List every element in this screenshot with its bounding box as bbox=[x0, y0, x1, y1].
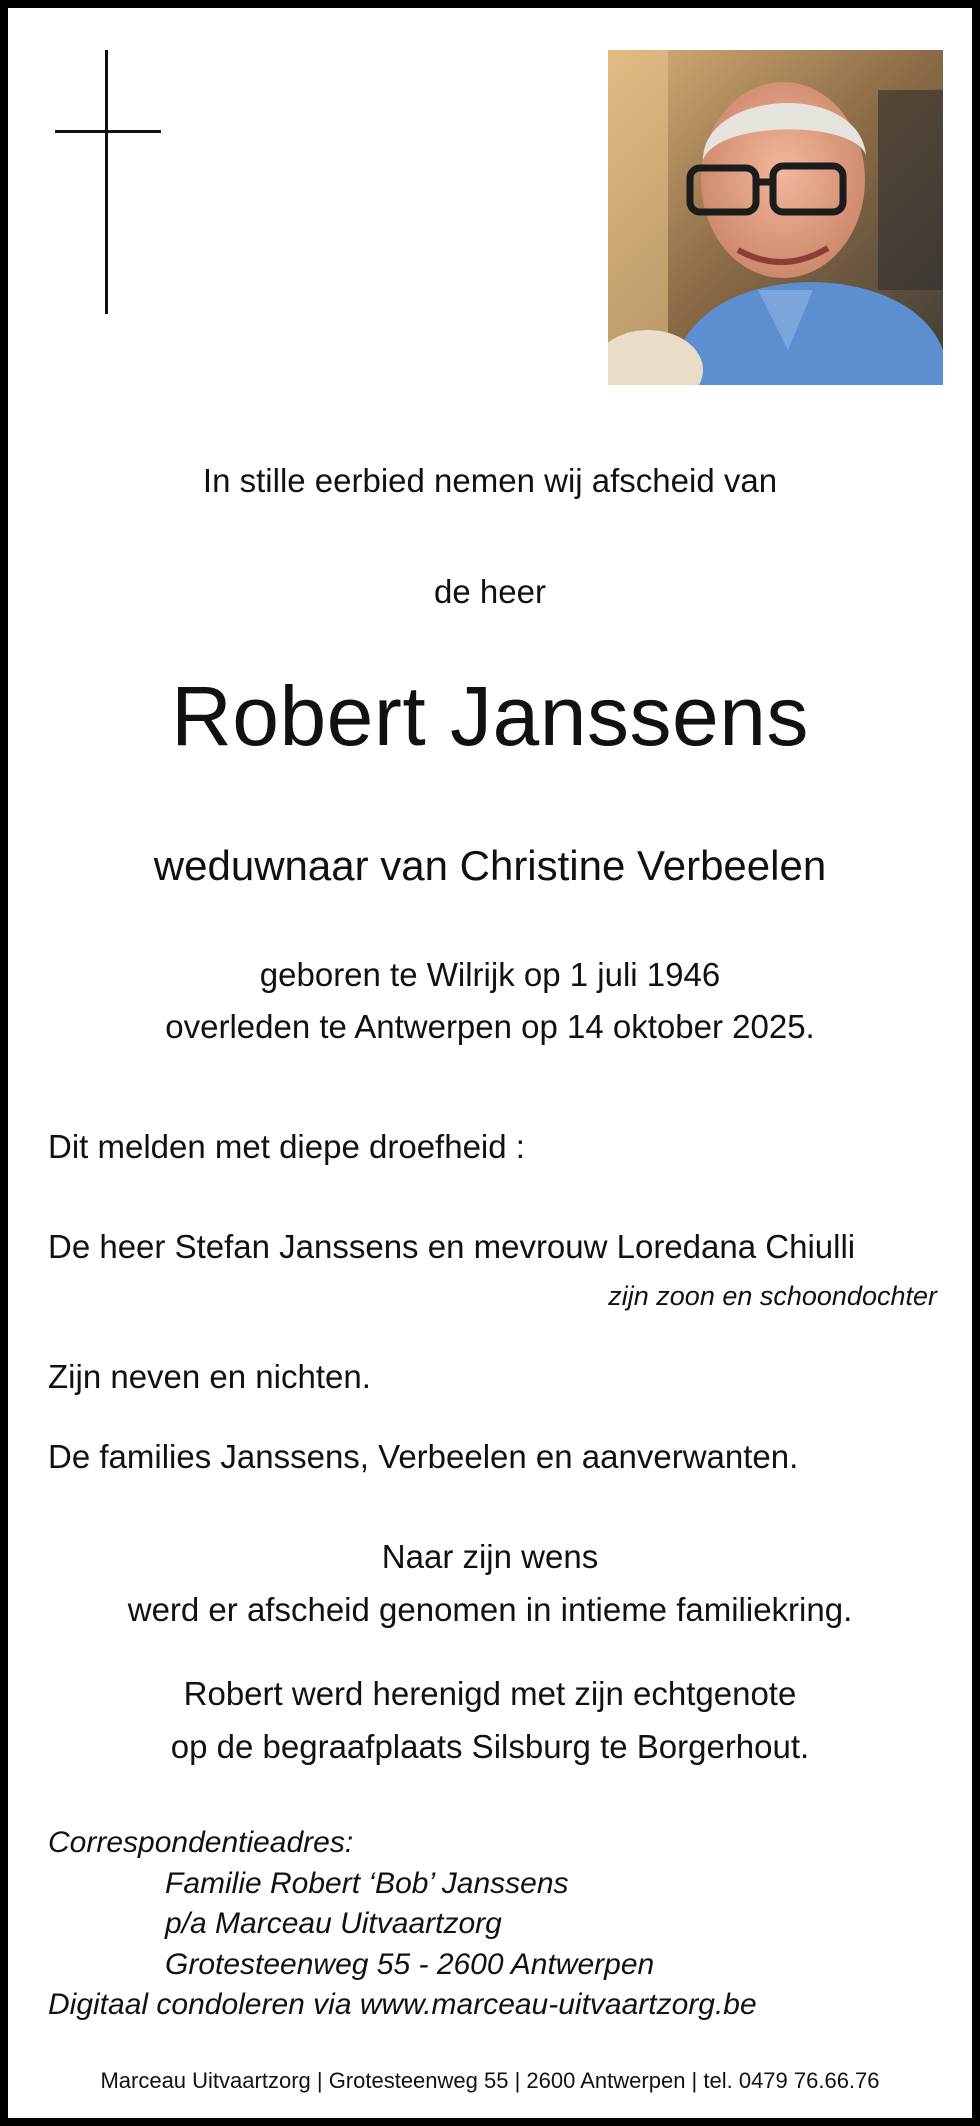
mourner-cousins: Zijn neven en nichten. bbox=[48, 1358, 371, 1395]
resting-line-1: Robert werd herenigd met zijn echtgenote bbox=[183, 1675, 797, 1712]
intro-text: In stille eerbied nemen wij afscheid van bbox=[202, 462, 778, 499]
announcement: Dit melden met diepe droefheid : bbox=[48, 1128, 525, 1165]
wish-line-2: werd er afscheid genomen in intieme familiekring. bbox=[127, 1591, 853, 1628]
widow-line: weduwnaar van Christine Verbeelen bbox=[153, 842, 827, 889]
correspondence-line: Familie Robert ‘Bob’ Janssens bbox=[165, 1867, 569, 1900]
wish-line-1: Naar zijn wens bbox=[381, 1538, 599, 1575]
correspondence-line: p/a Marceau Uitvaartzorg bbox=[165, 1907, 502, 1940]
deceased-name: Robert Janssens bbox=[171, 669, 809, 763]
mourner-son: De heer Stefan Janssens en mevrouw Loredana Chiulli bbox=[48, 1228, 856, 1265]
correspondence-line: Grotesteenweg 55 - 2600 Antwerpen bbox=[165, 1948, 655, 1981]
cross-icon bbox=[55, 50, 161, 314]
footer-funeral-home: Marceau Uitvaartzorg | Grotesteenweg 55 | 2600 Antwerpen | tel. 0479 76.66.76 bbox=[100, 2068, 880, 2093]
death-line: overleden te Antwerpen op 14 oktober 2025. bbox=[165, 1008, 815, 1045]
portrait-photo bbox=[608, 50, 943, 385]
condolence-link[interactable]: Digitaal condoleren via www.marceau-uitvaartzorg.be bbox=[48, 1988, 757, 2021]
mourner-son-relation: zijn zoon en schoondochter bbox=[608, 1281, 937, 1311]
honorific: de heer bbox=[434, 573, 546, 610]
birth-line: geboren te Wilrijk op 1 juli 1946 bbox=[259, 956, 721, 993]
resting-line-2: op de begraafplaats Silsburg te Borgerhout. bbox=[170, 1728, 810, 1765]
mourner-families: De families Janssens, Verbeelen en aanverwanten. bbox=[48, 1438, 799, 1475]
correspondence-label: Correspondentieadres: bbox=[48, 1826, 354, 1859]
